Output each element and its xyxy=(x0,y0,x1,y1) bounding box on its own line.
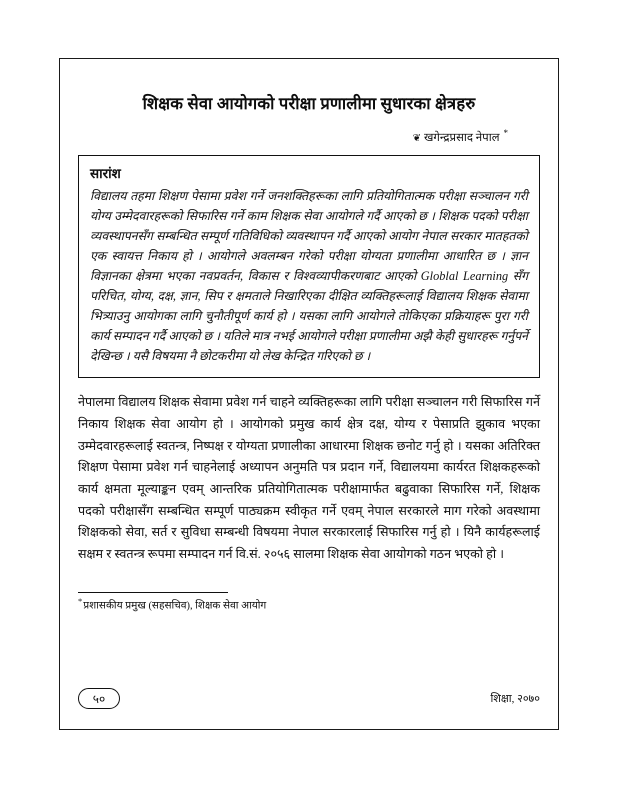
footnote xyxy=(78,596,540,614)
page-footer xyxy=(78,688,540,714)
byline-footnote-marker: * xyxy=(503,127,508,138)
abstract-heading: सारांश xyxy=(90,165,121,181)
footnote-marker: * xyxy=(78,595,83,606)
footnote-separator xyxy=(78,592,228,593)
byline xyxy=(78,128,540,145)
abstract-text: विद्यालय तहमा शिक्षण पेसामा प्रवेश गर्ने जनशक्तिहरूका लागि प्रतियोगितात्मक परीक्षा सञ्चालन गरी योग्य उम्मेदवारहरूको सिफारिस गर्ने काम शिक्षक सेवा आयोगले गर्दै आएको छ । शिक्षक पदको परीक्षा व्यवस्थापनसँग सम्बन्धित सम्पूर्ण गतिविधिको व्यवस्थापन गर्दै आएको आयोग नेपाल सरकार मातहतको एक स्वायत्त निकाय हो । आयोगले अवलम्बन गरेको परीक्षा योग्यता प्रणालीमा आधारित छ । ज्ञान विज्ञानका क्षेत्रमा भएका नवप्रवर्तन, विकास र विश्वव्यापीकरणबाट आएको Globlal Learning सँग परिचित, योग्य, दक्ष, ज्ञान, सिप र क्षमताले निखारिएका दीक्षित व्यक्तिहरूलाई विद्यालय शिक्षक सेवामा भित्र्याउनु आयोगका लागि चुनौतीपूर्ण कार्य हो । यसका लागि आयोगले तोकिएका प्रक्रियाहरू पुरा गरी कार्य सम्पादन गर्दै आएको छ । यतिले मात्र नभई आयोगले परीक्षा प्रणालीमा अझै केही सुधारहरू गर्नुपर्ने देखिन्छ । यसै विषयमा नै छोटकरीमा यो लेख केन्द्रित गरिएको छ । xyxy=(90,189,528,363)
page-number: ५० xyxy=(78,688,120,709)
abstract-box xyxy=(78,155,540,379)
page-title: शिक्षक सेवा आयोगको परीक्षा प्रणालीमा सुधारका क्षेत्रहरु xyxy=(142,94,476,113)
footer-journal-name: शिक्षा, २०७० xyxy=(490,693,540,705)
page-content xyxy=(78,92,540,614)
footnote-text: प्रशासकीय प्रमुख (सहसचिव), शिक्षक सेवा आयोग xyxy=(83,600,267,612)
author-name: खगेन्द्रप्रसाद नेपाल xyxy=(423,131,500,144)
body-paragraph: नेपालमा विद्यालय शिक्षक सेवामा प्रवेश गर्न चाहने व्यक्तिहरूका लागि परीक्षा सञ्चालन गरी सिफारिस गर्ने निकाय शिक्षक सेवा आयोग हो । आयोगको प्रमुख कार्य क्षेत्र दक्ष, योग्य र पेसाप्रति झुकाव भएका उम्मेदवारहरूलाई स्वतन्त्र, निष्पक्ष र योग्यता प्रणालीका आधारमा शिक्षक छनोट गर्नु हो । यसका अतिरिक्त शिक्षण पेसामा प्रवेश गर्न चाहनेलाई अध्यापन अनुमति पत्र प्रदान गर्ने, विद्यालयमा कार्यरत शिक्षकहरूको कार्य क्षमता मूल्याङ्कन एवम् आन्तरिक प्रतियोगितात्मक परीक्षामार्फत बढुवाका सिफारिस गर्ने, शिक्षक पदको परीक्षासँग सम्बन्धित सम्पूर्ण पाठ्यक्रम स्वीकृत गर्ने एवम् नेपाल सरकारले माग गरेको अवस्थामा शिक्षकको सेवा, सर्त र सुविधा सम्बन्धी विषयमा नेपाल सरकारलाई सिफारिस गर्नु हो । यिनै कार्यहरूलाई सक्षम र स्वतन्त्र रूपमा सम्पादन गर्न वि.सं. २०५६ सालमा शिक्षक सेवा आयोगको गठन भएको हो । xyxy=(78,395,540,562)
leaf-bullet-icon: ❦ xyxy=(412,132,421,144)
